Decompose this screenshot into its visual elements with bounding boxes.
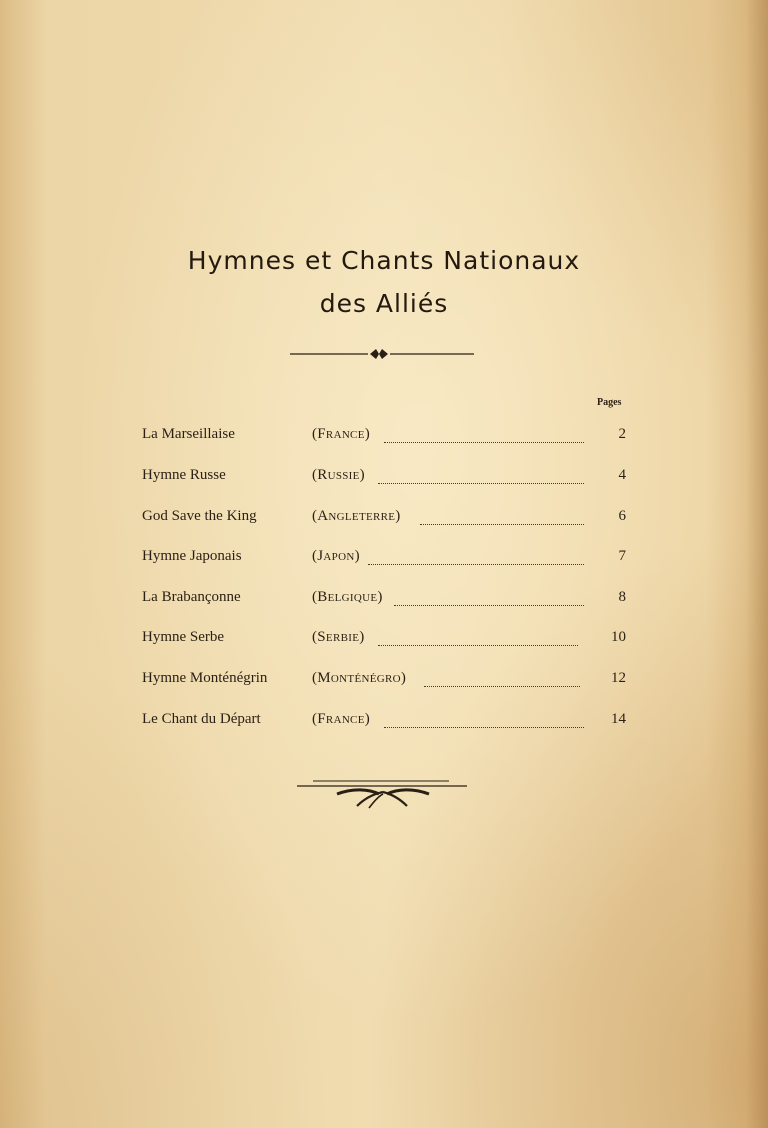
toc-leader-dots: [378, 629, 578, 646]
toc-title: La Brabançonne: [142, 589, 241, 605]
toc-row: [142, 467, 626, 489]
main-title: Hymnes et Chants Nationaux: [187, 246, 581, 275]
toc-country: (Serbie): [312, 629, 365, 645]
toc-title: God Save the King: [142, 508, 257, 524]
toc-title: Hymne Russe: [142, 467, 226, 483]
toc-title: Le Chant du Départ: [142, 711, 261, 727]
toc-leader-dots: [384, 711, 584, 728]
toc-leader-dots: [378, 467, 584, 484]
toc-title: La Marseillaise: [142, 426, 235, 442]
toc-leader-dots: [394, 589, 584, 606]
toc-country: (Japon): [312, 548, 360, 564]
toc-title: Hymne Serbe: [142, 629, 225, 645]
toc-page-number: 12: [611, 670, 626, 686]
toc-country: (Angleterre): [312, 508, 401, 524]
toc-leader-dots: [368, 548, 584, 565]
toc-page-number: 10: [611, 629, 626, 645]
toc-country: (Russie): [312, 467, 365, 483]
toc-leader-dots: [424, 670, 580, 687]
toc-page-number: 4: [618, 467, 626, 483]
toc-leader-dots: [384, 426, 584, 443]
toc-row: [142, 670, 626, 692]
main-subtitle: des Alliés: [319, 289, 449, 318]
toc-page-number: 14: [611, 711, 626, 727]
toc-leader-dots: [420, 508, 584, 525]
toc-title: Hymne Japonais: [142, 548, 242, 564]
toc-page-number: 8: [618, 589, 626, 605]
toc-country: (France): [312, 711, 371, 727]
ornamental-divider-icon: [290, 345, 476, 363]
toc-page-number: 6: [618, 508, 626, 524]
toc-row: [142, 426, 626, 448]
toc-row: [142, 629, 626, 651]
toc-row: [142, 548, 626, 570]
toc-title: Hymne Monténégrin: [142, 670, 268, 686]
toc-country: (Monténégro): [312, 670, 407, 686]
toc-row: [142, 589, 626, 611]
toc-page-number: 2: [618, 426, 626, 442]
toc-country: (Belgique): [312, 589, 383, 605]
toc-page-number: 7: [618, 548, 626, 564]
page-edge-shadow: [746, 0, 768, 1128]
toc-country: (France): [312, 426, 371, 442]
fleuron-icon: [295, 778, 471, 812]
toc-row: [142, 711, 626, 733]
toc-row: [142, 508, 626, 530]
pages-column-header: Pages: [597, 397, 622, 408]
